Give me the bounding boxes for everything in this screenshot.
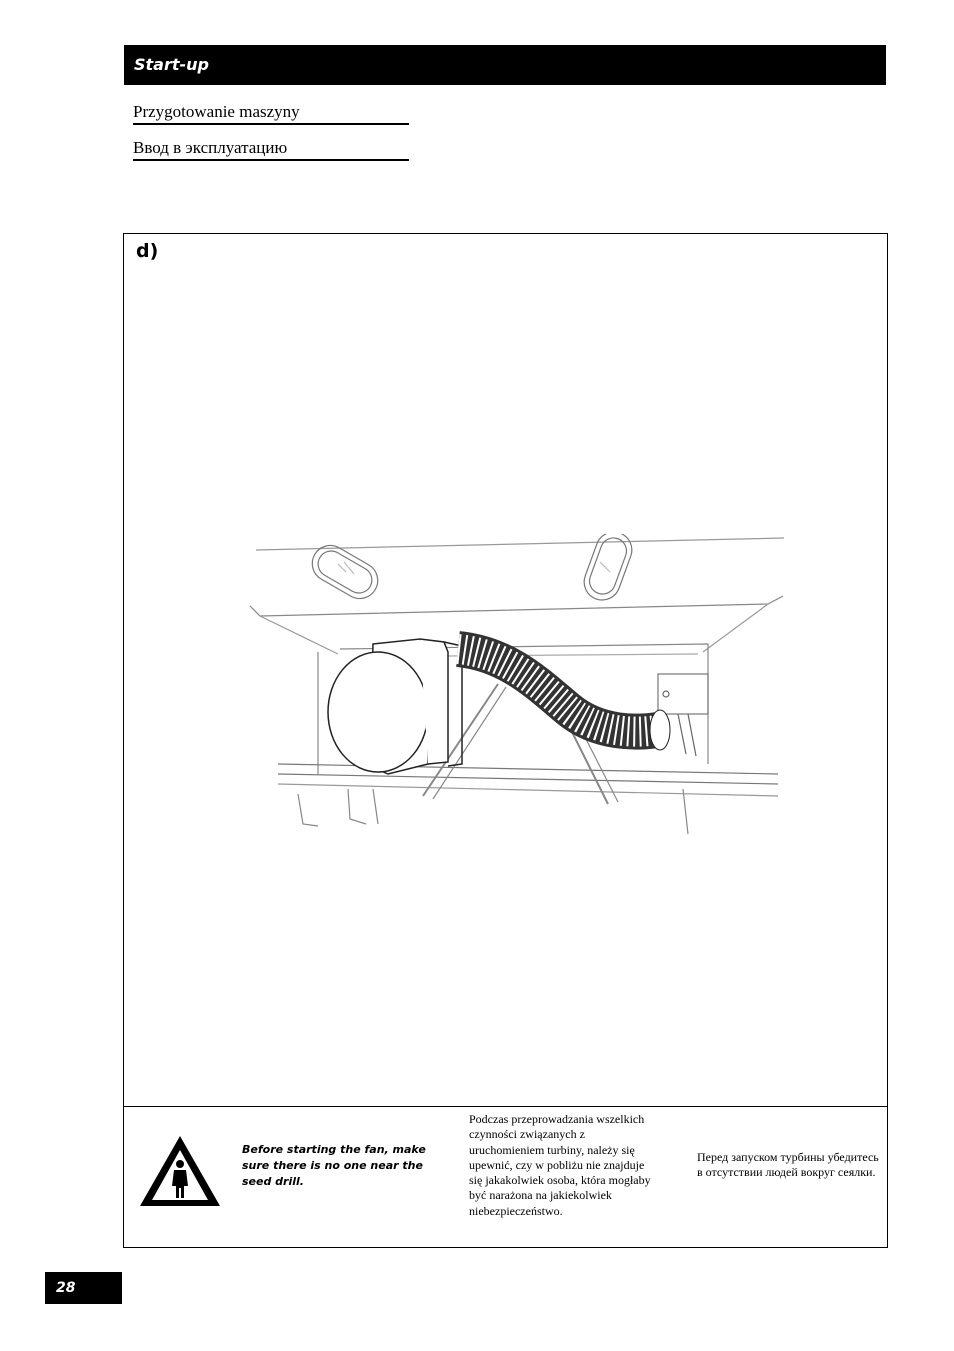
seed-drill-fan-hose-illustration [248, 534, 788, 864]
warning-text-english: Before starting the fan, make sure there is no one near the seed drill. [242, 1143, 426, 1188]
fan-housing [328, 639, 462, 774]
subtitle-polish: Przygotowanie maszyny [133, 101, 409, 125]
page-number-label: 28 [56, 1280, 76, 1296]
warning-person-triangle-icon [138, 1134, 222, 1208]
section-header [124, 45, 886, 85]
warning-text-polish: Podczas przeprowadzania wszelkich czynności związanych z uruchomieniem turbiny, należy się upewnić, czy w pobliżu nie znajduje się jakakolwiek osoba, która mogłaby być narażona na jakiekolwiek niebezpieczeństwo. [469, 1112, 651, 1218]
panel-divider [124, 1106, 887, 1107]
section-title: Start-up [134, 55, 209, 74]
panel-label: d) [136, 240, 159, 262]
subtitle-russian: Ввод в эксплуатацию [133, 137, 409, 161]
page-number [45, 1272, 122, 1304]
flexible-hose [458, 649, 670, 750]
illustration-panel [123, 233, 888, 1248]
warning-text-russian: Перед запуском турбины убедитесь в отсутствии людей вокруг сеялки. [697, 1150, 879, 1180]
hopper-window-right [579, 534, 637, 605]
